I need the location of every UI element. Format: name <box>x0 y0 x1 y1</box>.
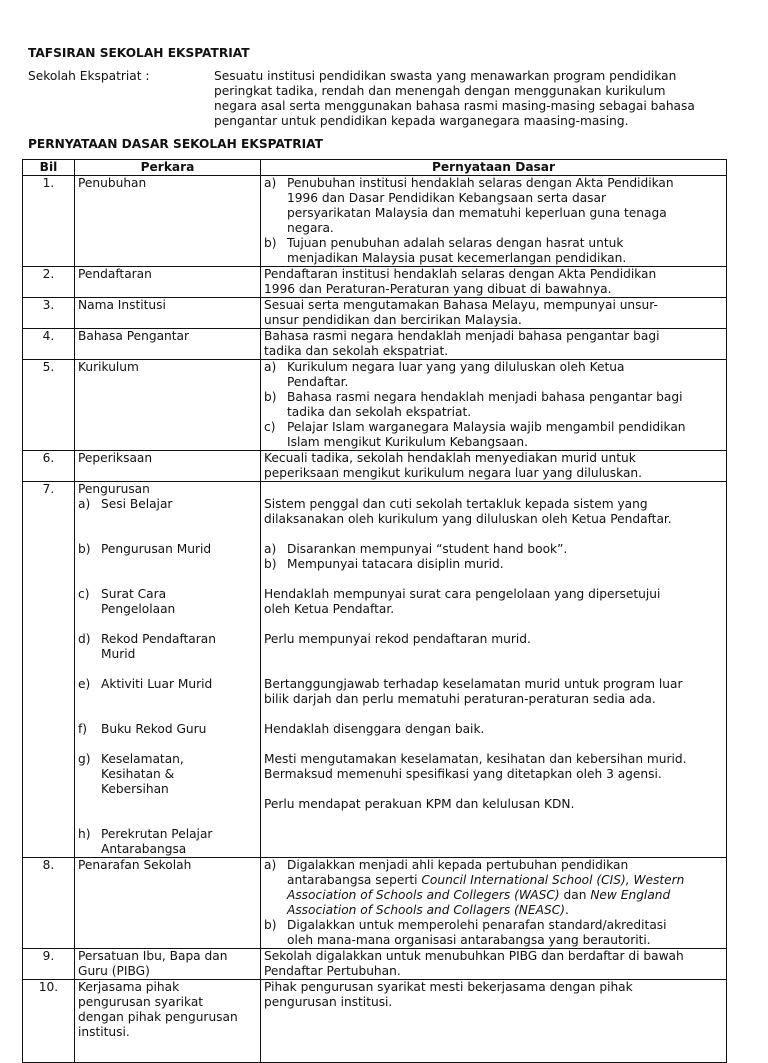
item-label: a) <box>264 858 277 872</box>
table-row <box>23 298 727 329</box>
sub-name-line: Keselamatan, <box>101 752 184 766</box>
item-line: Tujuan penubuhan adalah selaras dengan hasrat untuk <box>287 236 624 250</box>
sub-label: c) <box>78 587 90 601</box>
sub-statement <box>264 497 723 542</box>
item-label: b) <box>264 390 277 404</box>
row-pernyataan <box>261 949 727 980</box>
definition-line: negara asal serta menggunakan bahasa rasmi masing-masing sebagai bahasa <box>214 99 695 113</box>
table-row <box>23 858 727 949</box>
sub-label: a) <box>78 497 91 511</box>
statement-line: bilik darjah dan perlu mematuhi peraturan-peraturan sedia ada. <box>264 692 656 706</box>
sub-item <box>78 677 257 722</box>
statement-item <box>264 918 723 948</box>
sub-item <box>78 752 257 827</box>
statement-item <box>264 360 723 390</box>
policy-table <box>22 159 727 1063</box>
item-line: Bahasa rasmi negara hendaklah menjadi bahasa pengantar bagi <box>287 390 683 404</box>
item-text <box>287 360 723 390</box>
row-perkara <box>75 267 261 298</box>
sub-name-line: Aktiviti Luar Murid <box>101 677 213 691</box>
statement-line: Pihak pengurusan syarikat mesti bekerjasama dengan pihak <box>264 980 633 994</box>
statement-line: tadika dan sekolah ekspatriat. <box>264 344 449 358</box>
item-text <box>287 918 723 948</box>
item-text <box>287 420 723 450</box>
statement-item <box>264 420 723 450</box>
italic-text: Council International School (CIS), Western <box>421 873 685 887</box>
item-label: a) <box>264 542 277 556</box>
row-perkara <box>75 858 261 949</box>
sub-name <box>101 752 257 827</box>
statement-line: Sesuai serta mengutamakan Bahasa Melayu, mempunyai unsur- <box>264 298 658 312</box>
header-bil: Bil <box>23 160 75 176</box>
item-line: persyarikatan Malaysia dan mematuhi keperluan guna tenaga <box>287 206 667 220</box>
table-row <box>23 451 727 482</box>
item-label: c) <box>264 420 276 434</box>
italic-text: New England <box>590 888 671 902</box>
statement-line: Pendaftar Pertubuhan. <box>264 964 401 978</box>
statement-line: peperiksaan mengikut kurikulum negara luar yang diluluskan. <box>264 466 643 480</box>
sub-name-line: Pengelolaan <box>101 602 176 616</box>
sub-name-line: Antarabangsa <box>101 842 187 856</box>
sub-statement <box>264 722 723 752</box>
table-row <box>23 176 727 267</box>
item-label: b) <box>264 557 277 571</box>
statement-line: Sekolah digalakkan untuk menubuhkan PIBG dan berdaftar di bawah <box>264 949 684 963</box>
statement-line: dilaksanakan oleh kurikulum yang diluluskan oleh Ketua Pendaftar. <box>264 512 672 526</box>
sub-label: g) <box>78 752 91 766</box>
sub-name <box>101 722 257 752</box>
row-bil: 1. <box>23 176 75 267</box>
statement-line: unsur pendidikan dan bercirikan Malaysia. <box>264 313 522 327</box>
sub-name <box>101 542 257 587</box>
statement-item <box>264 542 723 557</box>
item-label: b) <box>264 236 277 250</box>
sub-item <box>78 587 257 632</box>
definition-term: Sekolah Ekspatriat : <box>28 69 150 83</box>
perkara-line: dengan pihak pengurusan <box>78 1010 238 1024</box>
row-end-spacer <box>78 1040 257 1062</box>
sub-name-line: Buku Rekod Guru <box>101 722 207 736</box>
row-pernyataan <box>261 329 727 360</box>
perkara-line: institusi. <box>78 1025 130 1039</box>
row-pernyataan <box>261 267 727 298</box>
sub-label: d) <box>78 632 91 646</box>
definition-line: Sesuatu institusi pendidikan swasta yang menawarkan program pendidikan <box>214 69 677 83</box>
row-bil: 4. <box>23 329 75 360</box>
plain-text: . <box>564 903 569 917</box>
sub-name <box>101 632 257 677</box>
row-bil: 10. <box>23 980 75 1063</box>
statement-line <box>264 782 723 797</box>
sub-statement <box>264 632 723 677</box>
item-line: Pelajar Islam warganegara Malaysia wajib mengambil pendidikan <box>287 420 686 434</box>
table-row <box>23 267 727 298</box>
row-perkara <box>75 329 261 360</box>
item-line: tadika dan sekolah ekspatriat. <box>287 405 472 419</box>
item-line <box>287 858 723 873</box>
statement-item <box>264 858 723 918</box>
table-row <box>23 360 727 451</box>
sub-name <box>101 827 257 857</box>
item-line: menjadikan Malaysia pusat kecemerlangan pendidikan. <box>287 251 627 265</box>
statement-line: oleh Ketua Pendaftar. <box>264 602 395 616</box>
header-pernyataan: Pernyataan Dasar <box>261 160 727 176</box>
plain-text: antarabangsa seperti <box>287 873 422 887</box>
perkara-line: Penarafan Sekolah <box>78 858 192 872</box>
table-row <box>23 980 727 1063</box>
sub-name <box>101 497 257 542</box>
header-perkara: Perkara <box>75 160 261 176</box>
statement-line: pengurusan institusi. <box>264 995 393 1009</box>
heading-pernyataan: PERNYATAAN DASAR SEKOLAH EKSPATRIAT <box>28 137 323 151</box>
item-text <box>287 176 723 236</box>
row-perkara <box>75 980 261 1063</box>
perkara-line: Penubuhan <box>78 176 147 190</box>
table-row <box>23 329 727 360</box>
row-bil: 8. <box>23 858 75 949</box>
row-pernyataan <box>261 451 727 482</box>
sub-name-line: Murid <box>101 647 136 661</box>
statement-line: 1996 dan Peraturan-Peraturan yang dibuat di bawahnya. <box>264 282 612 296</box>
sub-name-line: Kebersihan <box>101 782 169 796</box>
statement-line: Kecuali tadika, sekolah hendaklah menyediakan murid untuk <box>264 451 636 465</box>
sub-name-line: Sesi Belajar <box>101 497 173 511</box>
item-text: Mempunyai tatacara disiplin murid. <box>287 557 504 571</box>
table-header-row <box>23 160 727 176</box>
italic-text: Association of Schools and Collagers (NEASC) <box>287 903 565 917</box>
statement-item <box>264 176 723 236</box>
perkara-line: Kurikulum <box>78 360 139 374</box>
heading-tafsiran: TAFSIRAN SEKOLAH EKSPATRIAT <box>28 46 250 60</box>
sub-statement <box>264 587 723 632</box>
item-line <box>287 903 723 918</box>
row-bil: 3. <box>23 298 75 329</box>
sub-statement <box>264 677 723 722</box>
sub-statement <box>264 752 723 827</box>
statement-item <box>264 557 723 572</box>
item-text <box>287 858 723 918</box>
statement-item <box>264 236 723 266</box>
row-bil: 9. <box>23 949 75 980</box>
statement-line: Hendaklah disenggara dengan baik. <box>264 722 485 736</box>
statement-line: Hendaklah mempunyai surat cara pengelolaan yang dipersetujui <box>264 587 661 601</box>
row-perkara <box>75 176 261 267</box>
statement-item <box>264 390 723 420</box>
sub-statement <box>264 542 723 587</box>
plain-text: Digalakkan menjadi ahli kepada pertubuhan pendidikan <box>287 858 629 872</box>
item-label: a) <box>264 360 277 374</box>
item-line <box>287 873 723 888</box>
item-line <box>287 888 723 903</box>
statement-line: Bahasa rasmi negara hendaklah menjadi bahasa pengantar bagi <box>264 329 660 343</box>
definition-line: pengantar untuk pendidikan kepada warganegara maasing-masing. <box>214 114 629 128</box>
sub-name-line: Pengurusan Murid <box>101 542 212 556</box>
row-bil: 6. <box>23 451 75 482</box>
sub-item <box>78 827 257 857</box>
row-pernyataan <box>261 360 727 451</box>
sub-name <box>101 587 257 632</box>
definition-text <box>214 69 734 129</box>
row-perkara <box>75 360 261 451</box>
plain-text: dan <box>559 888 591 902</box>
perkara-line: Peperiksaan <box>78 451 153 465</box>
sub-name-line: Rekod Pendaftaran <box>101 632 216 646</box>
row-bil: 7. <box>23 482 75 858</box>
perkara-line: pengurusan syarikat <box>78 995 204 1009</box>
row-pernyataan <box>261 298 727 329</box>
sub-label: e) <box>78 677 91 691</box>
row-perkara <box>75 451 261 482</box>
item-line: Pendaftar. <box>287 375 349 389</box>
italic-text: Association of Schools and Collegers (WASC) <box>287 888 560 902</box>
definition-line: peringkat tadika, rendah dan menengah dengan menggunakan kurikulum <box>214 84 666 98</box>
sub-name-line: Kesihatan & <box>101 767 175 781</box>
table-row <box>23 482 727 858</box>
table-row <box>23 949 727 980</box>
row-bil: 5. <box>23 360 75 451</box>
row-pernyataan <box>261 980 727 1063</box>
sub-name-line: Surat Cara <box>101 587 167 601</box>
perkara-line: Guru (PIBG) <box>78 964 150 978</box>
item-line: Kurikulum negara luar yang yang diluluskan oleh Ketua <box>287 360 625 374</box>
sub-item <box>78 542 257 587</box>
sub-item <box>78 722 257 752</box>
row-pernyataan <box>261 176 727 267</box>
sub-item <box>78 632 257 677</box>
perkara-line: Pendaftaran <box>78 267 152 281</box>
item-line: Penubuhan institusi hendaklah selaras dengan Akta Pendidikan <box>287 176 674 190</box>
sub-name <box>101 677 257 722</box>
row-perkara <box>75 482 261 858</box>
item-line: oleh mana-mana organisasi antarabangsa yang berautoriti. <box>287 933 651 947</box>
statement-line: Perlu mempunyai rekod pendaftaran murid. <box>264 632 531 646</box>
statement-line: Pendaftaran institusi hendaklah selaras dengan Akta Pendidikan <box>264 267 657 281</box>
row-perkara <box>75 298 261 329</box>
sub-label: b) <box>78 542 91 556</box>
item-line: Digalakkan untuk memperolehi penarafan standard/akreditasi <box>287 918 667 932</box>
sub-label: f) <box>78 722 88 736</box>
item-line: Islam mengikut Kurikulum Kebangsaan. <box>287 435 529 449</box>
perkara-line: Pengurusan <box>78 482 150 496</box>
perkara-line: Kerjasama pihak <box>78 980 180 994</box>
sub-item <box>78 497 257 542</box>
row-pernyataan <box>261 482 727 858</box>
item-label: a) <box>264 176 277 190</box>
sub-label: h) <box>78 827 91 841</box>
row-bil: 2. <box>23 267 75 298</box>
item-line: 1996 dan Dasar Pendidikan Kebangsaan serta dasar <box>287 191 606 205</box>
perkara-line: Bahasa Pengantar <box>78 329 190 343</box>
statement-line: Bermaksud memenuhi spesifikasi yang ditetapkan oleh 3 agensi. <box>264 767 662 781</box>
perkara-line: Persatuan Ibu, Bapa dan <box>78 949 228 963</box>
item-text <box>287 390 723 420</box>
statement-line: Sistem penggal dan cuti sekolah tertakluk kepada sistem yang <box>264 497 648 511</box>
perkara-line: Nama Institusi <box>78 298 166 312</box>
row-pernyataan <box>261 858 727 949</box>
item-text <box>287 236 723 266</box>
item-label: b) <box>264 918 277 932</box>
item-text: Disarankan mempunyai “student hand book”. <box>287 542 568 556</box>
spacer <box>264 482 723 497</box>
item-line: negara. <box>287 221 334 235</box>
statement-line: Bertanggungjawab terhadap keselamatan murid untuk program luar <box>264 677 683 691</box>
statement-line: Perlu mendapat perakuan KPM dan kelulusan KDN. <box>264 797 575 811</box>
sub-name-line: Perekrutan Pelajar <box>101 827 213 841</box>
row-perkara <box>75 949 261 980</box>
statement-line: Mesti mengutamakan keselamatan, kesihatan dan kebersihan murid. <box>264 752 687 766</box>
